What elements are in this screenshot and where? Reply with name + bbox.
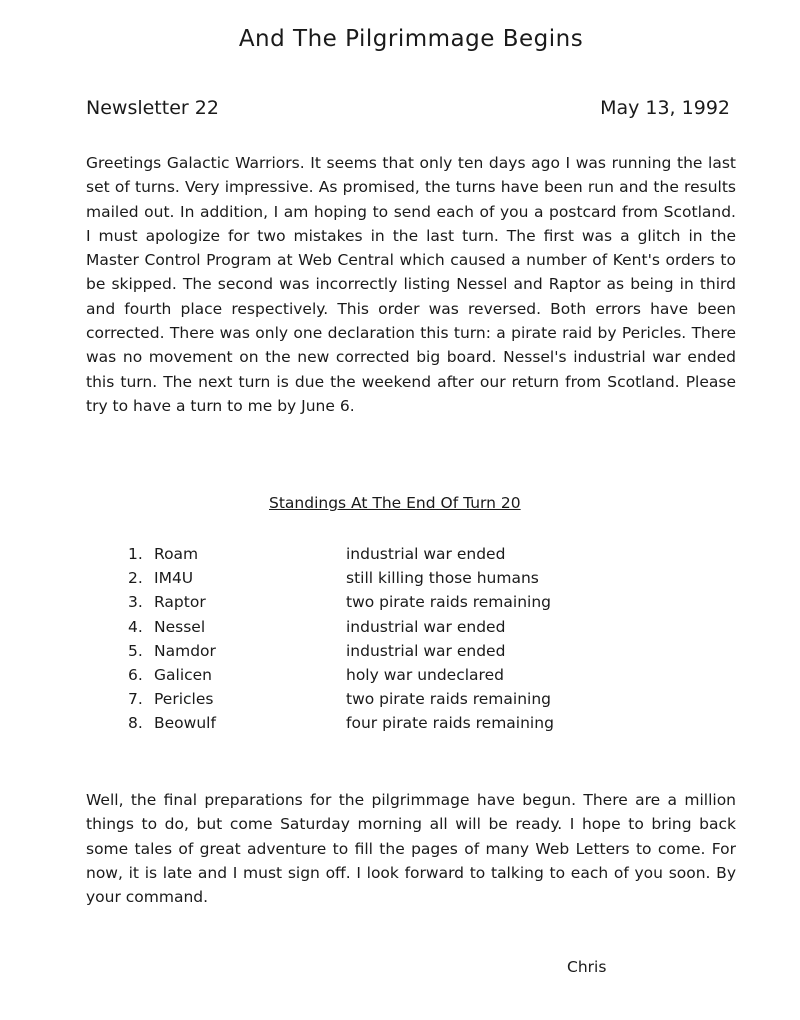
intro-paragraph: Greetings Galactic Warriors. It seems that only ten days ago I was running the last set of turns. Very impressive. As promised, the turns have been run and the results mailed out. In addition, I am hoping to send each of you a postcard from Scotland. I must apologize for two mistakes in the last turn. The first was a glitch in the Master Control Program at Web Central which caused a number of Kent's orders to be skipped. The second was incorrectly listing Nessel and Raptor as being in third and fourth place respectively. This order was reversed. Both errors have been corrected. There was only one declaration this turn: a pirate raid by Pericles. There was no movement on the new corrected big board. Nessel's industrial war ended this turn. The next turn is due the weekend after our return from Scotland. Please try to have a turn to me by June 6. <box>86 154 736 415</box>
standings-heading: Standings At The End Of Turn 20 <box>269 494 521 512</box>
issue-date: May 13, 1992 <box>600 97 730 119</box>
standings-row <box>128 566 554 590</box>
standings-rank: 2. <box>128 569 143 588</box>
standings-player: Raptor <box>154 593 206 612</box>
signature: Chris <box>567 958 607 976</box>
standings-row <box>128 639 554 663</box>
standings-player: Beowulf <box>154 714 216 733</box>
standings-rank: 3. <box>128 593 143 612</box>
standings-row <box>128 687 554 711</box>
standings-player: Nessel <box>154 617 206 636</box>
standings-rank: 4. <box>128 617 143 636</box>
standings-list <box>128 542 554 736</box>
standings-row <box>128 590 554 614</box>
standings-player: Roam <box>154 545 199 563</box>
standings-status: still killing those humans <box>346 569 539 588</box>
standings-player: Namdor <box>154 641 216 660</box>
standings-player: Galicen <box>154 665 213 684</box>
standings-rank: 7. <box>128 690 143 709</box>
standings-status: industrial war ended <box>346 545 506 563</box>
standings-rank: 1. <box>128 545 143 563</box>
standings-row <box>128 663 554 687</box>
standings-row <box>128 711 554 735</box>
standings-status: four pirate raids remaining <box>346 714 554 733</box>
standings-status: industrial war ended <box>346 641 506 660</box>
closing-paragraph: Well, the final preparations for the pilgrimmage have begun. There are a million things to do, but come Saturday morning all will be ready. I hope to bring back some tales of great adventure to fill the pages of many Web Letters to come. For now, it is late and I must sign off. I look forward to talking to each of you soon. By your command. <box>86 791 736 907</box>
standings-player: Pericles <box>154 690 214 709</box>
standings-status: two pirate raids remaining <box>346 593 552 612</box>
standings-status: industrial war ended <box>346 617 506 636</box>
standings-row <box>128 542 554 566</box>
standings-row <box>128 615 554 639</box>
standings-rank: 6. <box>128 665 143 684</box>
standings-status: two pirate raids remaining <box>346 690 552 709</box>
standings-player: IM4U <box>154 569 194 588</box>
standings-rank: 8. <box>128 714 143 733</box>
standings-status: holy war undeclared <box>346 665 504 684</box>
newsletter-title: And The Pilgrimmage Begins <box>238 26 584 52</box>
issue-number: Newsletter 22 <box>86 97 219 119</box>
standings-rank: 5. <box>128 641 143 660</box>
